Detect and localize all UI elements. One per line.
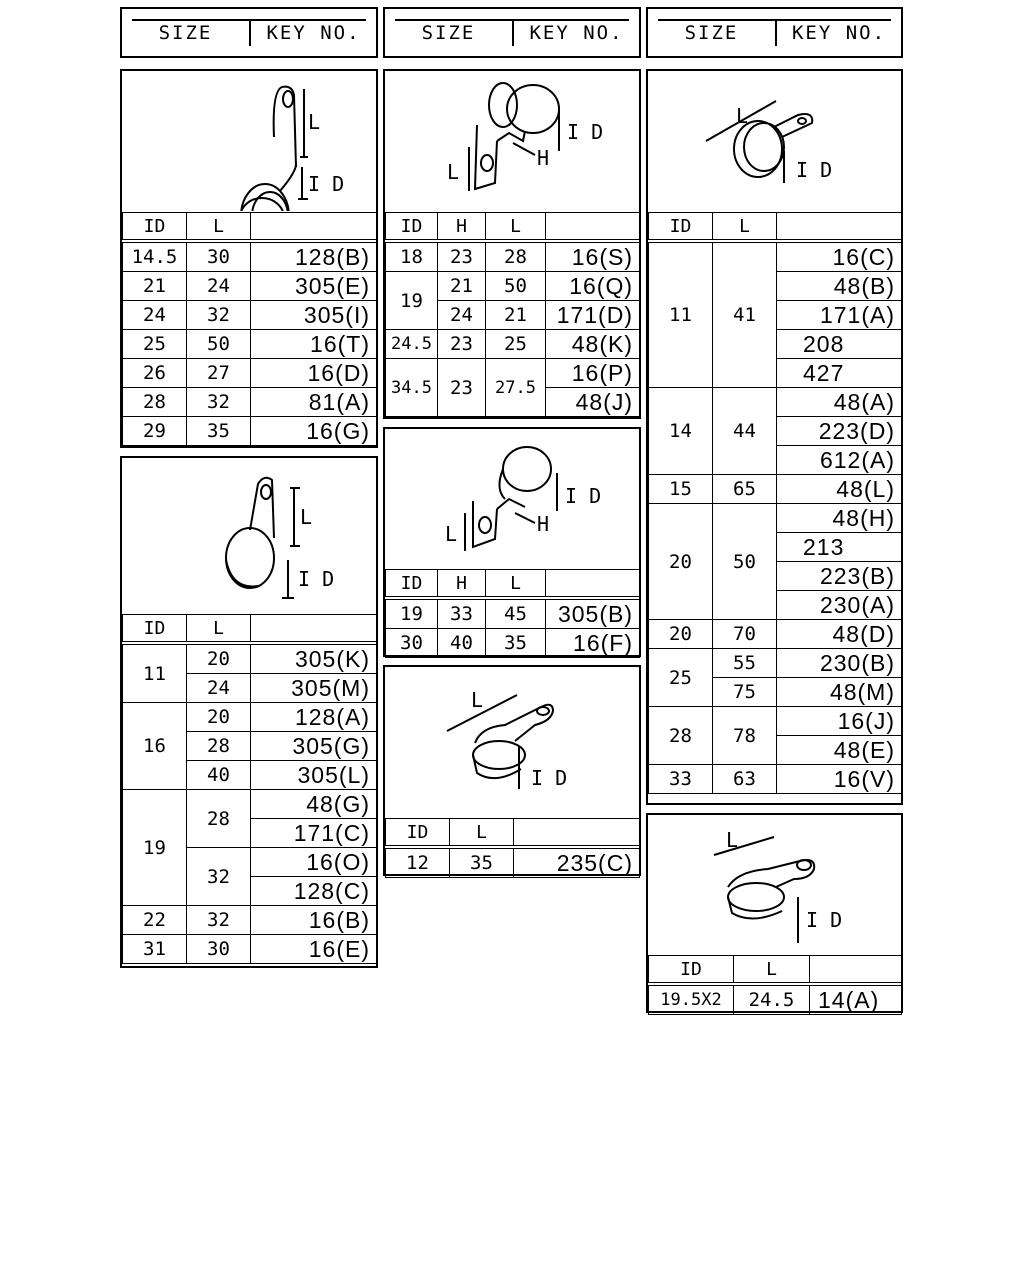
table-cell: 305(E)	[251, 272, 377, 301]
table-row	[649, 984, 902, 1015]
table-cell: 223(D)	[777, 417, 902, 446]
table-row	[123, 703, 377, 732]
panel-clamp-double-loop-bracket	[383, 69, 641, 419]
table-row	[649, 620, 902, 649]
table-cell: 25	[123, 330, 187, 359]
table-cell: 16(E)	[251, 935, 377, 964]
table-cell: 21	[438, 272, 486, 301]
table-cell: 16(D)	[251, 359, 377, 388]
label-L: L	[736, 104, 749, 128]
table-row	[386, 598, 640, 629]
table-cell: 28	[187, 790, 251, 848]
table-cell: 230(B)	[777, 649, 902, 678]
table-cell: 16(T)	[251, 330, 377, 359]
col-id: ID	[649, 956, 734, 985]
col-l: L	[486, 213, 546, 242]
table-cell: 20	[649, 504, 713, 620]
table-row	[649, 765, 902, 794]
table-cell: 19	[386, 272, 438, 330]
table-row	[123, 935, 377, 964]
col-l: L	[486, 570, 546, 599]
clamp-figure	[648, 815, 901, 955]
table-cell: 427	[777, 359, 902, 388]
table-cell: 23	[438, 359, 486, 417]
table-cell: 20	[187, 703, 251, 732]
table-cell: 40	[438, 629, 486, 658]
table-row	[649, 504, 902, 533]
panel4-table	[385, 569, 640, 658]
label-ID: I D	[298, 567, 335, 591]
table-row	[123, 359, 377, 388]
panel2-table	[122, 614, 377, 964]
table-row	[123, 301, 377, 330]
label-L: L	[308, 110, 321, 134]
table-cell: 45	[486, 598, 546, 629]
col-h: H	[438, 213, 486, 242]
table-cell: 16(P)	[546, 359, 640, 388]
label-L: L	[471, 688, 484, 712]
table-cell: 48(K)	[546, 330, 640, 359]
table-cell: 28	[649, 707, 713, 765]
panel-clamp-loop-bracket	[383, 427, 641, 657]
table-cell: 23	[438, 241, 486, 272]
table-cell: 32	[187, 906, 251, 935]
label-ID: I D	[796, 158, 833, 182]
col-l: L	[734, 956, 810, 985]
table-cell: 50	[187, 330, 251, 359]
table-cell: 223(B)	[777, 562, 902, 591]
table-cell: 24	[123, 301, 187, 330]
table-cell	[546, 213, 640, 242]
label-H: H	[537, 512, 550, 536]
table-row	[123, 241, 377, 272]
panel7-table	[648, 955, 902, 1015]
table-cell: 70	[713, 620, 777, 649]
table-cell: 208	[777, 330, 902, 359]
table-cell: 32	[187, 301, 251, 330]
table-row	[649, 475, 902, 504]
table-cell: 305(K)	[251, 643, 377, 674]
table-cell: 24	[438, 301, 486, 330]
panel6-table	[648, 212, 902, 794]
table-cell: 31	[123, 935, 187, 964]
table-cell: 19.5X2	[649, 984, 734, 1015]
table-cell	[546, 570, 640, 599]
label-ID: I D	[531, 766, 568, 790]
table-cell: 35	[187, 417, 251, 446]
table-cell: 305(L)	[251, 761, 377, 790]
table-cell: 35	[450, 847, 514, 878]
table-cell: 16(O)	[251, 848, 377, 877]
table-cell: 75	[713, 678, 777, 707]
header-col-3	[646, 7, 903, 58]
table-cell: 12	[386, 847, 450, 878]
clamp-figure	[385, 429, 639, 569]
table-cell: 48(J)	[546, 388, 640, 417]
col-l: L	[187, 213, 251, 242]
label-L: L	[445, 522, 458, 546]
table-cell: 16(F)	[546, 629, 640, 658]
table-cell: 213	[777, 533, 902, 562]
table-cell: 18	[386, 241, 438, 272]
table-cell: 171(C)	[251, 819, 377, 848]
label-ID: I D	[308, 172, 345, 196]
table-cell	[251, 615, 377, 644]
table-cell: 14	[649, 388, 713, 475]
table-cell: 48(B)	[777, 272, 902, 301]
clamp-figure	[385, 667, 639, 817]
table-cell: 33	[438, 598, 486, 629]
table-cell: 16(J)	[777, 707, 902, 736]
header-col-1	[120, 7, 378, 58]
table-row	[386, 241, 640, 272]
table-cell: 81(A)	[251, 388, 377, 417]
label-L: L	[726, 828, 739, 852]
table-cell: 29	[123, 417, 187, 446]
panel-clamp-flat-p	[383, 665, 641, 876]
header-size: SIZE	[684, 21, 739, 44]
table-cell: 30	[187, 241, 251, 272]
table-cell: 612(A)	[777, 446, 902, 475]
table-row	[123, 388, 377, 417]
label-ID: I D	[567, 120, 604, 144]
header-col-2	[383, 7, 641, 58]
panel-clamp-ring-tab	[646, 69, 903, 805]
table-cell: 30	[386, 629, 438, 658]
table-cell: 16(B)	[251, 906, 377, 935]
table-cell: 24	[187, 674, 251, 703]
table-cell: 41	[713, 241, 777, 388]
table-cell: 11	[649, 241, 713, 388]
table-cell: 28	[187, 732, 251, 761]
label-ID: I D	[565, 484, 602, 508]
col-l: L	[713, 213, 777, 242]
table-cell: 15	[649, 475, 713, 504]
table-cell: 19	[386, 598, 438, 629]
table-cell: 48(E)	[777, 736, 902, 765]
table-cell: 20	[187, 643, 251, 674]
table-cell: 305(M)	[251, 674, 377, 703]
table-cell	[777, 213, 902, 242]
table-cell: 230(A)	[777, 591, 902, 620]
table-row	[649, 649, 902, 678]
table-cell: 22	[123, 906, 187, 935]
table-row	[649, 241, 902, 272]
clamp-figure	[122, 71, 376, 211]
table-cell: 21	[486, 301, 546, 330]
table-cell: 21	[123, 272, 187, 301]
label-L: L	[447, 160, 460, 184]
table-cell: 16(C)	[777, 241, 902, 272]
table-cell: 16(V)	[777, 765, 902, 794]
panel-clamp-flat-oval	[646, 813, 903, 1013]
table-cell: 48(G)	[251, 790, 377, 819]
table-cell: 33	[649, 765, 713, 794]
table-cell: 27.5	[486, 359, 546, 417]
table-cell: 50	[486, 272, 546, 301]
panel-clamp-single-loop	[120, 456, 378, 968]
table-cell: 63	[713, 765, 777, 794]
table-cell	[810, 956, 902, 985]
col-id: ID	[649, 213, 713, 242]
table-row	[123, 272, 377, 301]
table-cell: 25	[649, 649, 713, 707]
label-L: L	[300, 505, 313, 529]
table-cell: 48(A)	[777, 388, 902, 417]
table-row	[649, 707, 902, 736]
table-row	[123, 330, 377, 359]
table-cell: 235(C)	[514, 847, 640, 878]
table-cell: 50	[713, 504, 777, 620]
col-l: L	[187, 615, 251, 644]
table-cell: 305(B)	[546, 598, 640, 629]
table-cell: 16	[123, 703, 187, 790]
header-key-no: KEY NO.	[266, 21, 361, 44]
table-cell: 78	[713, 707, 777, 765]
table-cell: 28	[486, 241, 546, 272]
table-cell: 48(H)	[777, 504, 902, 533]
table-cell: 28	[123, 388, 187, 417]
clamp-figure	[122, 458, 376, 608]
table-cell: 24.5	[386, 330, 438, 359]
clamp-figure	[385, 71, 639, 211]
table-cell	[251, 213, 377, 242]
header-key-no: KEY NO.	[791, 21, 887, 44]
table-cell: 48(L)	[777, 475, 902, 504]
table-row	[386, 359, 640, 388]
table-cell: 48(D)	[777, 620, 902, 649]
table-cell: 24	[187, 272, 251, 301]
col-id: ID	[123, 615, 187, 644]
label-H: H	[537, 146, 550, 170]
header-size: SIZE	[158, 21, 213, 44]
table-cell: 19	[123, 790, 187, 906]
table-cell: 14.5	[123, 241, 187, 272]
table-row	[386, 272, 640, 301]
col-id: ID	[123, 213, 187, 242]
table-cell: 44	[713, 388, 777, 475]
table-cell: 32	[187, 848, 251, 906]
header-key-no: KEY NO.	[529, 21, 624, 44]
header-size: SIZE	[421, 21, 476, 44]
table-cell	[514, 819, 640, 848]
table-cell: 305(G)	[251, 732, 377, 761]
table-cell: 20	[649, 620, 713, 649]
table-cell: 40	[187, 761, 251, 790]
table-cell: 171(D)	[546, 301, 640, 330]
label-ID: I D	[806, 908, 843, 932]
table-cell: 24.5	[734, 984, 810, 1015]
table-cell: 16(Q)	[546, 272, 640, 301]
col-h: H	[438, 570, 486, 599]
table-cell: 11	[123, 643, 187, 703]
table-row	[123, 906, 377, 935]
panel3-table	[385, 212, 640, 417]
col-id: ID	[386, 570, 438, 599]
panel-clamp-loop-tab	[120, 69, 378, 448]
table-cell: 26	[123, 359, 187, 388]
table-cell: 35	[486, 629, 546, 658]
table-cell: 128(C)	[251, 877, 377, 906]
col-l: L	[450, 819, 514, 848]
table-cell: 25	[486, 330, 546, 359]
table-cell: 171(A)	[777, 301, 902, 330]
table-cell: 55	[713, 649, 777, 678]
table-row	[649, 388, 902, 417]
table-row	[123, 417, 377, 446]
table-cell: 16(G)	[251, 417, 377, 446]
col-id: ID	[386, 819, 450, 848]
table-cell: 32	[187, 388, 251, 417]
table-cell: 305(I)	[251, 301, 377, 330]
table-cell: 48(M)	[777, 678, 902, 707]
col-id: ID	[386, 213, 438, 242]
table-cell: 34.5	[386, 359, 438, 417]
table-cell: 128(B)	[251, 241, 377, 272]
table-row	[123, 790, 377, 819]
clamp-figure	[648, 71, 901, 211]
table-cell: 23	[438, 330, 486, 359]
table-row	[123, 643, 377, 674]
panel5-table	[385, 818, 640, 878]
table-row	[386, 847, 640, 878]
table-cell: 128(A)	[251, 703, 377, 732]
table-cell: 14(A)	[810, 984, 902, 1015]
panel1-table	[122, 212, 377, 446]
table-row	[386, 629, 640, 658]
table-cell: 27	[187, 359, 251, 388]
table-cell: 65	[713, 475, 777, 504]
table-row	[386, 330, 640, 359]
table-cell: 16(S)	[546, 241, 640, 272]
table-cell: 30	[187, 935, 251, 964]
